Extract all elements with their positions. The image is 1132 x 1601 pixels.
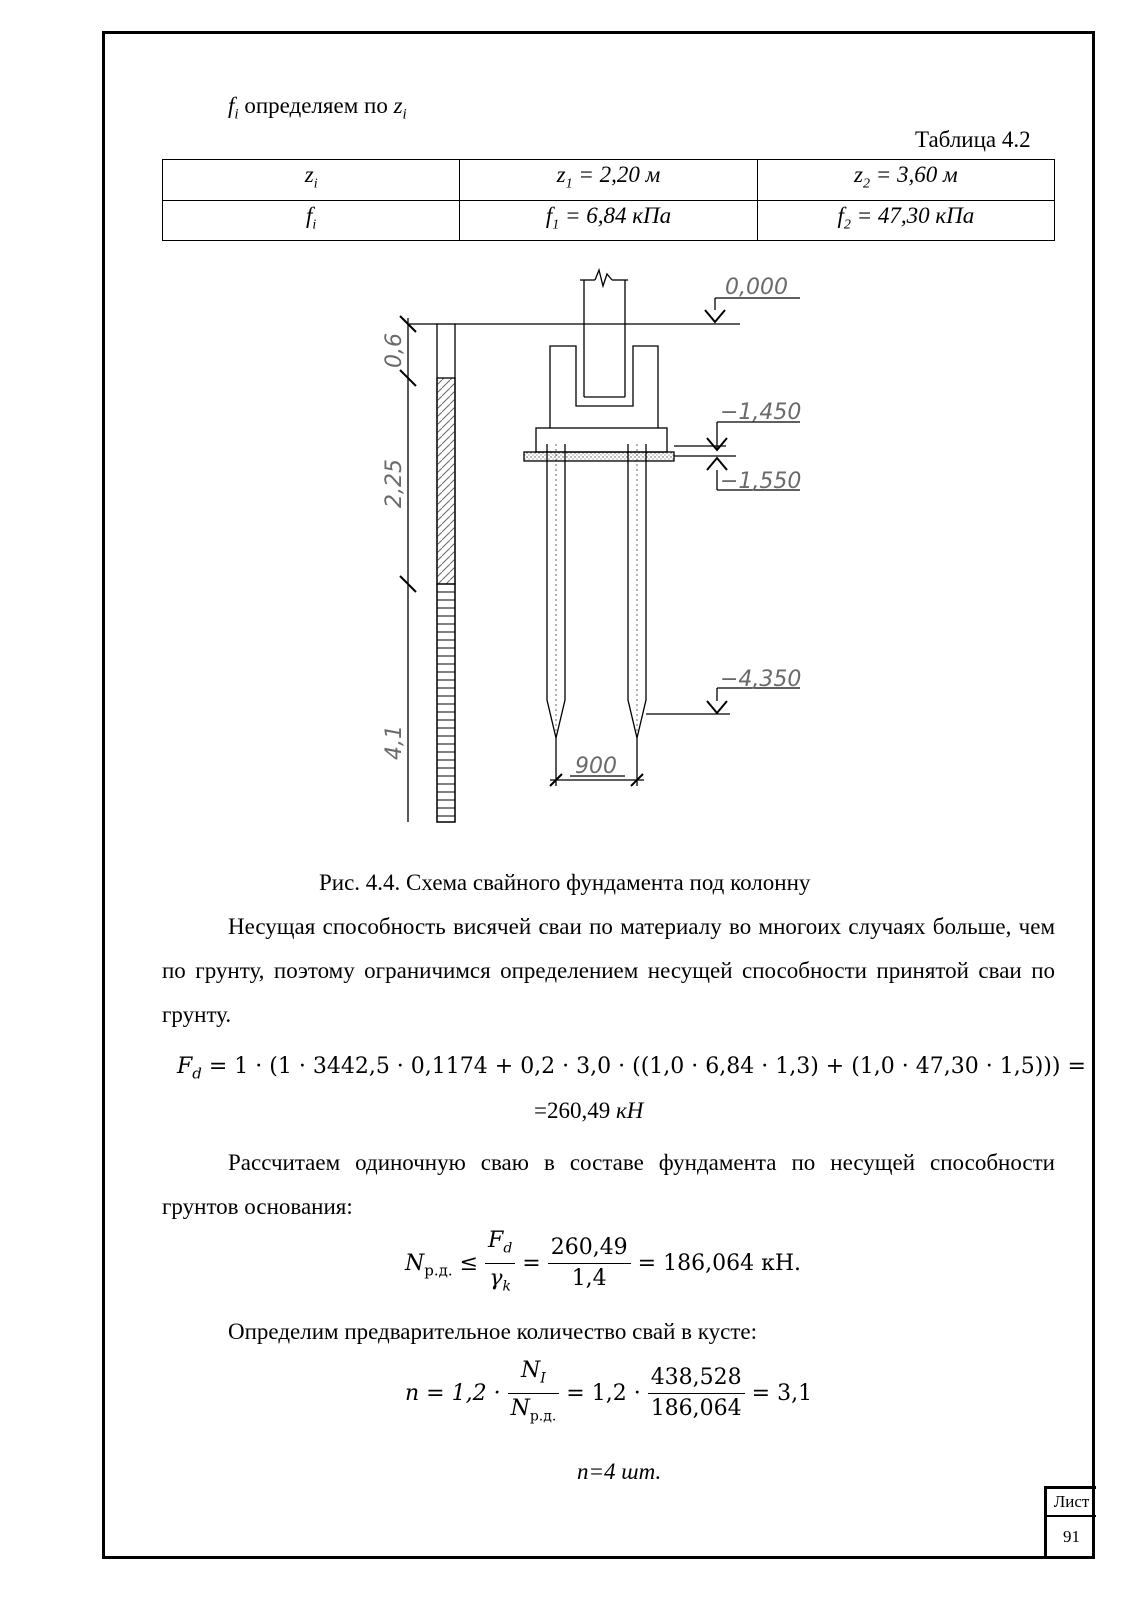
elevation-grillage: −1,550 — [720, 469, 802, 494]
figure-caption: Рис. 4.4. Схема свайного фундамента под колонну — [319, 870, 811, 895]
table-row — [163, 160, 1055, 201]
table-cell: $z_1 = 2,20$ м — [460, 160, 757, 201]
intro-text: определяем по — [238, 93, 394, 118]
sheet-label: Лист — [1047, 1489, 1096, 1517]
formula-fd: $F_d = 1 \cdot (1 \cdot 3442,5 \cdot 0,1174 + 0,2 \cdot 3,0 \cdot ((1,0 \cdot 6,84 \cdot 1,3) + (1,0 \cdot 47,30 \cdot 1,5)))$ = — [177, 1054, 1086, 1083]
intro-line — [228, 92, 407, 129]
table-row — [163, 200, 1055, 241]
table-cell: $z_i$ — [163, 160, 460, 201]
paragraph-1: Несущая способность висячей сваи по материалу во многоих случаях больше, чем по грунту, поэтому ограничимся определением несущей способности принятой сваи по грунту. — [162, 914, 1055, 1027]
table-cell: $f_1 = 6,84$ кПа — [460, 200, 757, 241]
table-cell: $f_i$ — [163, 200, 460, 241]
table-cell: $f_2 = 47,30$ кПа — [757, 200, 1054, 241]
pile-foundation-figure — [370, 268, 840, 828]
sheet-number: 91 — [1063, 1527, 1080, 1546]
table-cell: $z_2 = 3,60$ м — [757, 160, 1054, 201]
formula-pile-count: n = 1,2 · $\frac{N_I}{N_{р.д.}}$ = 1,2 · $\frac{438,528}{186,064}$ = 3,1 — [405, 1358, 813, 1425]
dim-label-bottom: 4,1 — [382, 725, 407, 760]
paragraph-3: Определим предварительное количество свай в кусте: — [228, 1319, 757, 1344]
dim-label-middle: 2,25 — [382, 459, 407, 508]
formula-fd-result: =260,49 кН — [534, 1098, 644, 1123]
f-sub: i — [234, 106, 239, 123]
z-symbol: z — [393, 93, 403, 118]
z-sub: i — [402, 106, 407, 123]
elevation-top: 0,000 — [725, 275, 788, 300]
paragraph-2: Рассчитаем одиночную сваю в составе фундамента по несущей способности грунтов основания: — [162, 1150, 1055, 1219]
pile-spacing-label: 900 — [575, 754, 617, 779]
elevation-tip: −4,350 — [720, 667, 802, 692]
sheet-stamp — [1044, 1486, 1096, 1559]
table-4-2 — [162, 159, 1055, 241]
dim-label-top: 0,6 — [382, 333, 407, 368]
formula-n-pd: $N_{р.д.}$ ≤ $\frac{F_d}{\gamma_k}$ = $\frac{260,49}{1,4}$ = 186,064 кН. — [405, 1228, 802, 1295]
table-caption: Таблица 4.2 — [915, 127, 1031, 152]
f-symbol: f — [228, 93, 235, 118]
elevation-cap-bottom: −1,450 — [720, 400, 802, 425]
pile-count-result: n=4 шт. — [577, 1459, 662, 1484]
